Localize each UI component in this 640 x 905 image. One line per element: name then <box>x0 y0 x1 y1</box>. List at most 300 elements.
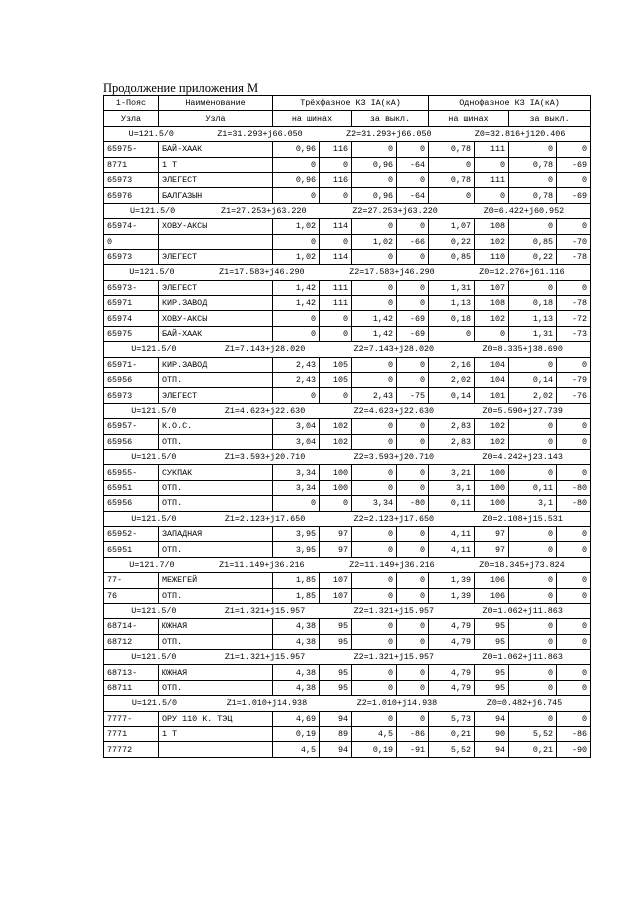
bus-angle-1ph: 102 <box>475 434 509 449</box>
table-row <box>104 326 591 341</box>
switch-angle-1ph: -78 <box>557 249 591 264</box>
table-row <box>104 742 591 757</box>
impedance-z0: Z0=2.108+j15.531 <box>482 513 563 524</box>
node-name: ЗАПАДНАЯ <box>159 526 273 541</box>
node-name: КИР.ЗАВОД <box>159 296 273 311</box>
bus-current-1ph: 0 <box>429 326 475 341</box>
switch-current-3ph: 1,42 <box>352 326 397 341</box>
table-row <box>104 419 591 434</box>
header-on-bus: на шинах <box>273 111 352 126</box>
node-id: 65955- <box>104 465 159 480</box>
node-name: ЭЛЕГЕСТ <box>159 172 273 187</box>
bus-angle-3ph: 94 <box>320 742 352 757</box>
bus-angle-3ph: 0 <box>320 326 352 341</box>
bus-current-1ph: 5,73 <box>429 711 475 726</box>
bus-current-3ph: 3,04 <box>273 419 320 434</box>
switch-angle-3ph: 0 <box>397 588 429 603</box>
switch-angle-1ph: -79 <box>557 373 591 388</box>
short-circuit-table <box>103 95 591 758</box>
impedance-cell <box>104 603 591 618</box>
bus-current-3ph: 1,02 <box>273 219 320 234</box>
bus-angle-1ph: 0 <box>475 157 509 172</box>
bus-current-1ph: 0,22 <box>429 234 475 249</box>
bus-angle-1ph: 108 <box>475 219 509 234</box>
impedance-row <box>104 557 591 572</box>
switch-current-3ph: 0 <box>352 419 397 434</box>
node-id: 65951 <box>104 480 159 495</box>
bus-current-3ph: 2,43 <box>273 357 320 372</box>
node-id: 65956 <box>104 373 159 388</box>
switch-angle-1ph: -69 <box>557 157 591 172</box>
switch-current-3ph: 0 <box>352 357 397 372</box>
impedance-z1: Z1=17.583+j46.290 <box>219 267 305 278</box>
bus-angle-3ph: 0 <box>320 311 352 326</box>
table-row <box>104 588 591 603</box>
impedance-cell <box>104 265 591 280</box>
bus-current-3ph: 4,38 <box>273 665 320 680</box>
switch-current-1ph: 0 <box>509 280 557 295</box>
switch-current-1ph: 1,31 <box>509 326 557 341</box>
impedance-u: U=121.5/0 <box>131 513 177 524</box>
impedance-z1: Z1=1.321+j15.957 <box>224 606 306 617</box>
bus-current-3ph: 3,34 <box>273 480 320 495</box>
node-name: ЮЖНАЯ <box>159 619 273 634</box>
impedance-row <box>104 403 591 418</box>
node-name <box>159 234 273 249</box>
switch-current-3ph: 0 <box>352 434 397 449</box>
bus-current-3ph: 3,95 <box>273 526 320 541</box>
bus-current-1ph: 2,16 <box>429 357 475 372</box>
switch-current-1ph: 0 <box>509 542 557 557</box>
switch-angle-3ph: 0 <box>397 465 429 480</box>
switch-angle-3ph: -69 <box>397 326 429 341</box>
impedance-cell <box>104 203 591 218</box>
switch-angle-1ph: -73 <box>557 326 591 341</box>
switch-angle-3ph: 0 <box>397 296 429 311</box>
impedance-z2: Z2=17.583+j46.290 <box>349 267 435 278</box>
switch-current-3ph: 0 <box>352 219 397 234</box>
bus-current-1ph: 0 <box>429 188 475 203</box>
bus-angle-3ph: 102 <box>320 419 352 434</box>
impedance-z2: Z2=1.010+j14.938 <box>356 698 438 709</box>
bus-angle-3ph: 111 <box>320 296 352 311</box>
switch-current-3ph: 0 <box>352 465 397 480</box>
bus-angle-1ph: 0 <box>475 188 509 203</box>
switch-current-3ph: 0 <box>352 280 397 295</box>
bus-current-3ph: 1,42 <box>273 296 320 311</box>
impedance-u: U=121.5/0 <box>131 344 177 355</box>
node-name: К.О.С. <box>159 419 273 434</box>
bus-current-3ph: 4,5 <box>273 742 320 757</box>
header-name: Наименование <box>159 96 273 111</box>
node-id: 65971- <box>104 357 159 372</box>
switch-angle-3ph: -64 <box>397 157 429 172</box>
node-id: 65956 <box>104 496 159 511</box>
table-row <box>104 219 591 234</box>
header-on-bus-single: на шинах <box>429 111 509 126</box>
bus-angle-3ph: 0 <box>320 234 352 249</box>
impedance-row <box>104 603 591 618</box>
switch-current-1ph: 0 <box>509 526 557 541</box>
bus-angle-3ph: 114 <box>320 249 352 264</box>
impedance-z2: Z2=4.623+j22.630 <box>353 406 435 416</box>
switch-angle-1ph: -76 <box>557 388 591 403</box>
bus-angle-3ph: 0 <box>320 496 352 511</box>
impedance-z0: Z0=18.345+j73.824 <box>479 559 565 570</box>
impedance-row <box>104 449 591 464</box>
switch-angle-1ph: 0 <box>557 665 591 680</box>
switch-current-3ph: 2,43 <box>352 388 397 403</box>
table-row <box>104 357 591 372</box>
bus-angle-3ph: 0 <box>320 157 352 172</box>
switch-current-1ph: 0 <box>509 357 557 372</box>
impedance-u: U=121.5/0 <box>131 452 177 463</box>
impedance-z0: Z0=8.335+j38.690 <box>482 344 563 355</box>
impedance-row <box>104 696 591 711</box>
switch-angle-1ph: -90 <box>557 742 591 757</box>
bus-current-1ph: 1,39 <box>429 588 475 603</box>
node-name: ОТП. <box>159 680 273 695</box>
impedance-u: U=121.7/0 <box>129 559 175 570</box>
switch-current-1ph: 0,22 <box>509 249 557 264</box>
bus-current-3ph: 2,43 <box>273 373 320 388</box>
impedance-z1: Z1=31.293+j66.050 <box>217 128 303 139</box>
switch-angle-3ph: 0 <box>397 680 429 695</box>
bus-angle-1ph: 102 <box>475 419 509 434</box>
bus-current-1ph: 2,83 <box>429 434 475 449</box>
switch-angle-3ph: 0 <box>397 573 429 588</box>
table-row <box>104 157 591 172</box>
bus-angle-3ph: 100 <box>320 465 352 480</box>
switch-current-1ph: 0 <box>509 465 557 480</box>
node-id: 0 <box>104 234 159 249</box>
switch-current-3ph: 0 <box>352 573 397 588</box>
switch-current-1ph: 2,02 <box>509 388 557 403</box>
switch-angle-3ph: 0 <box>397 280 429 295</box>
node-name: ОТП. <box>159 634 273 649</box>
bus-angle-1ph: 95 <box>475 619 509 634</box>
bus-angle-1ph: 111 <box>475 172 509 187</box>
bus-current-1ph: 2,83 <box>429 419 475 434</box>
impedance-z2: Z2=1.321+j15.957 <box>353 652 435 663</box>
node-name: ОРУ 110 К. ТЭЦ <box>159 711 273 726</box>
switch-angle-1ph: 0 <box>557 634 591 649</box>
bus-current-1ph: 1,07 <box>429 219 475 234</box>
bus-angle-3ph: 0 <box>320 388 352 403</box>
switch-current-1ph: 0,18 <box>509 296 557 311</box>
impedance-z1: Z1=11.149+j36.216 <box>219 559 305 570</box>
bus-angle-1ph: 106 <box>475 573 509 588</box>
switch-current-1ph: 3,1 <box>509 496 557 511</box>
node-id: 65976 <box>104 188 159 203</box>
table-row <box>104 711 591 726</box>
switch-current-1ph: 0 <box>509 711 557 726</box>
node-name: ЭЛЕГЕСТ <box>159 249 273 264</box>
bus-angle-3ph: 0 <box>320 188 352 203</box>
bus-angle-1ph: 94 <box>475 742 509 757</box>
table-row <box>104 311 591 326</box>
impedance-z2: Z2=1.321+j15.957 <box>353 606 435 617</box>
bus-current-3ph: 4,38 <box>273 634 320 649</box>
switch-angle-1ph: 0 <box>557 711 591 726</box>
switch-angle-1ph: 0 <box>557 680 591 695</box>
switch-angle-3ph: 0 <box>397 480 429 495</box>
node-id: 68712 <box>104 634 159 649</box>
impedance-z1: Z1=2.123+j17.650 <box>224 513 306 524</box>
impedance-z0: Z0=1.062+j11.863 <box>482 606 563 617</box>
bus-angle-3ph: 105 <box>320 373 352 388</box>
impedance-z2: Z2=11.149+j36.216 <box>349 559 435 570</box>
bus-current-1ph: 0,21 <box>429 727 475 742</box>
switch-angle-3ph: 0 <box>397 357 429 372</box>
switch-current-1ph: 0 <box>509 680 557 695</box>
impedance-z0: Z0=32.816+j120.406 <box>474 128 566 139</box>
bus-angle-1ph: 104 <box>475 373 509 388</box>
node-id: 68714- <box>104 619 159 634</box>
switch-angle-3ph: 0 <box>397 526 429 541</box>
bus-angle-1ph: 97 <box>475 542 509 557</box>
switch-angle-1ph: 0 <box>557 619 591 634</box>
node-id: 65951 <box>104 542 159 557</box>
bus-current-1ph: 0,85 <box>429 249 475 264</box>
switch-angle-1ph: -86 <box>557 727 591 742</box>
bus-angle-1ph: 90 <box>475 727 509 742</box>
bus-angle-3ph: 97 <box>320 542 352 557</box>
bus-current-3ph: 3,04 <box>273 434 320 449</box>
switch-angle-3ph: 0 <box>397 249 429 264</box>
switch-angle-3ph: 0 <box>397 665 429 680</box>
switch-current-1ph: 0 <box>509 619 557 634</box>
bus-current-1ph: 4,79 <box>429 619 475 634</box>
switch-angle-1ph: 0 <box>557 172 591 187</box>
table-row <box>104 680 591 695</box>
node-name <box>159 742 273 757</box>
switch-angle-1ph: -80 <box>557 480 591 495</box>
switch-current-1ph: 0 <box>509 665 557 680</box>
node-name: ОТП. <box>159 496 273 511</box>
switch-current-1ph: 0,78 <box>509 157 557 172</box>
node-id: 68711 <box>104 680 159 695</box>
switch-angle-1ph: 0 <box>557 542 591 557</box>
bus-current-1ph: 0 <box>429 157 475 172</box>
switch-current-3ph: 0 <box>352 142 397 157</box>
impedance-u: U=121.5/0 <box>129 267 175 278</box>
impedance-z0: Z0=6.422+j60.952 <box>483 205 565 216</box>
node-id: 65956 <box>104 434 159 449</box>
node-id: 65973 <box>104 172 159 187</box>
table-row <box>104 296 591 311</box>
impedance-cell <box>104 403 591 418</box>
switch-angle-3ph: -69 <box>397 311 429 326</box>
switch-angle-3ph: 0 <box>397 373 429 388</box>
switch-current-1ph: 0,21 <box>509 742 557 757</box>
impedance-row <box>104 203 591 218</box>
switch-current-1ph: 5,52 <box>509 727 557 742</box>
bus-angle-3ph: 94 <box>320 711 352 726</box>
switch-angle-3ph: 0 <box>397 619 429 634</box>
switch-angle-3ph: 0 <box>397 172 429 187</box>
impedance-z0: Z0=5.590+j27.739 <box>482 406 563 416</box>
table-row <box>104 542 591 557</box>
table-row <box>104 388 591 403</box>
bus-current-3ph: 0 <box>273 326 320 341</box>
switch-current-3ph: 0 <box>352 619 397 634</box>
impedance-cell <box>104 650 591 665</box>
impedance-z2: Z2=27.253+j63.220 <box>352 205 438 216</box>
switch-angle-1ph: -72 <box>557 311 591 326</box>
node-id: 65974 <box>104 311 159 326</box>
bus-angle-1ph: 102 <box>475 311 509 326</box>
bus-angle-1ph: 100 <box>475 480 509 495</box>
bus-angle-3ph: 116 <box>320 142 352 157</box>
switch-angle-1ph: 0 <box>557 219 591 234</box>
node-id: 65957- <box>104 419 159 434</box>
impedance-z1: Z1=1.010+j14.938 <box>226 698 308 709</box>
bus-angle-1ph: 102 <box>475 234 509 249</box>
bus-angle-1ph: 100 <box>475 465 509 480</box>
node-name: БАЛГАЗЫН <box>159 188 273 203</box>
impedance-cell <box>104 511 591 526</box>
switch-current-3ph: 0 <box>352 711 397 726</box>
impedance-u: U=121.5/0 <box>131 606 177 617</box>
switch-current-3ph: 0 <box>352 249 397 264</box>
header-node-belt: 1-Пояс <box>104 96 159 111</box>
switch-angle-1ph: 0 <box>557 357 591 372</box>
switch-current-3ph: 0 <box>352 296 397 311</box>
switch-current-3ph: 1,02 <box>352 234 397 249</box>
switch-angle-3ph: 0 <box>397 434 429 449</box>
node-name: 1 Т <box>159 157 273 172</box>
table-row <box>104 280 591 295</box>
bus-current-1ph: 4,79 <box>429 680 475 695</box>
table-row <box>104 188 591 203</box>
node-name: ОТП. <box>159 588 273 603</box>
impedance-u: U=121.5/0 <box>131 652 177 663</box>
bus-current-3ph: 0,96 <box>273 172 320 187</box>
page-title: Продолжение приложения М <box>103 81 259 95</box>
bus-current-3ph: 4,38 <box>273 680 320 695</box>
impedance-z0: Z0=0.482+j6.745 <box>486 698 563 709</box>
switch-current-1ph: 0 <box>509 634 557 649</box>
switch-angle-1ph: 0 <box>557 526 591 541</box>
switch-angle-1ph: 0 <box>557 465 591 480</box>
bus-angle-1ph: 104 <box>475 357 509 372</box>
bus-current-1ph: 5,52 <box>429 742 475 757</box>
impedance-z1: Z1=3.593+j20.710 <box>224 452 306 463</box>
switch-angle-3ph: 0 <box>397 219 429 234</box>
bus-current-3ph: 1,02 <box>273 249 320 264</box>
switch-current-3ph: 0 <box>352 373 397 388</box>
bus-current-1ph: 0,18 <box>429 311 475 326</box>
header-at-switch: за выкл. <box>352 111 429 126</box>
table-row <box>104 172 591 187</box>
node-name: ОТП. <box>159 542 273 557</box>
impedance-cell <box>104 557 591 572</box>
header-single-phase: Однофазное КЗ IА(кА) <box>429 96 591 111</box>
bus-current-1ph: 1,39 <box>429 573 475 588</box>
table-row <box>104 634 591 649</box>
table-row <box>104 496 591 511</box>
switch-angle-3ph: 0 <box>397 711 429 726</box>
bus-current-3ph: 0,96 <box>273 142 320 157</box>
switch-angle-3ph: -66 <box>397 234 429 249</box>
switch-current-1ph: 0,11 <box>509 480 557 495</box>
bus-angle-1ph: 95 <box>475 680 509 695</box>
node-name: КИР.ЗАВОД <box>159 357 273 372</box>
table-row <box>104 727 591 742</box>
node-name: ЮЖНАЯ <box>159 665 273 680</box>
switch-angle-1ph: -80 <box>557 496 591 511</box>
impedance-z2: Z2=31.293+j66.050 <box>346 128 432 139</box>
bus-angle-3ph: 95 <box>320 619 352 634</box>
bus-current-3ph: 4,69 <box>273 711 320 726</box>
impedance-u: U=121.5/0 <box>131 406 177 416</box>
bus-angle-3ph: 97 <box>320 526 352 541</box>
node-id: 65974- <box>104 219 159 234</box>
switch-current-3ph: 4,5 <box>352 727 397 742</box>
switch-angle-3ph: 0 <box>397 542 429 557</box>
bus-angle-1ph: 0 <box>475 326 509 341</box>
impedance-z2: Z2=3.593+j20.710 <box>353 452 435 463</box>
impedance-row <box>104 342 591 357</box>
header-at-switch-single: за выкл. <box>509 111 591 126</box>
switch-current-3ph: 0 <box>352 480 397 495</box>
table-row <box>104 665 591 680</box>
switch-angle-1ph: 0 <box>557 419 591 434</box>
header-node-name: Узла <box>159 111 273 126</box>
bus-angle-3ph: 111 <box>320 280 352 295</box>
node-id: 7777- <box>104 711 159 726</box>
impedance-cell <box>104 449 591 464</box>
bus-angle-3ph: 100 <box>320 480 352 495</box>
switch-current-3ph: 0,96 <box>352 157 397 172</box>
bus-angle-3ph: 105 <box>320 357 352 372</box>
node-name: 1 Т <box>159 727 273 742</box>
node-id: 68713- <box>104 665 159 680</box>
switch-angle-1ph: 0 <box>557 434 591 449</box>
impedance-u: U=121.5/0 <box>128 128 174 139</box>
bus-angle-1ph: 108 <box>475 296 509 311</box>
switch-angle-3ph: -64 <box>397 188 429 203</box>
bus-current-1ph: 0,11 <box>429 496 475 511</box>
bus-current-3ph: 3,95 <box>273 542 320 557</box>
node-name: ЭЛЕГЕСТ <box>159 388 273 403</box>
table-row <box>104 373 591 388</box>
switch-current-3ph: 1,42 <box>352 311 397 326</box>
impedance-cell <box>104 126 591 141</box>
node-name: БАЙ-ХААК <box>159 326 273 341</box>
node-id: 7771 <box>104 727 159 742</box>
bus-current-1ph: 0,78 <box>429 142 475 157</box>
switch-angle-1ph: -70 <box>557 234 591 249</box>
bus-angle-1ph: 107 <box>475 280 509 295</box>
table-row <box>104 234 591 249</box>
table-row <box>104 619 591 634</box>
bus-angle-1ph: 101 <box>475 388 509 403</box>
table-row <box>104 434 591 449</box>
impedance-u: U=121.5/0 <box>129 205 176 216</box>
switch-current-3ph: 0 <box>352 588 397 603</box>
bus-angle-3ph: 95 <box>320 680 352 695</box>
bus-angle-1ph: 95 <box>475 665 509 680</box>
table-row <box>104 465 591 480</box>
switch-angle-3ph: 0 <box>397 142 429 157</box>
switch-angle-3ph: -80 <box>397 496 429 511</box>
header-node: Узла <box>104 111 159 126</box>
impedance-cell <box>104 696 591 711</box>
bus-angle-3ph: 114 <box>320 219 352 234</box>
switch-current-3ph: 0 <box>352 526 397 541</box>
